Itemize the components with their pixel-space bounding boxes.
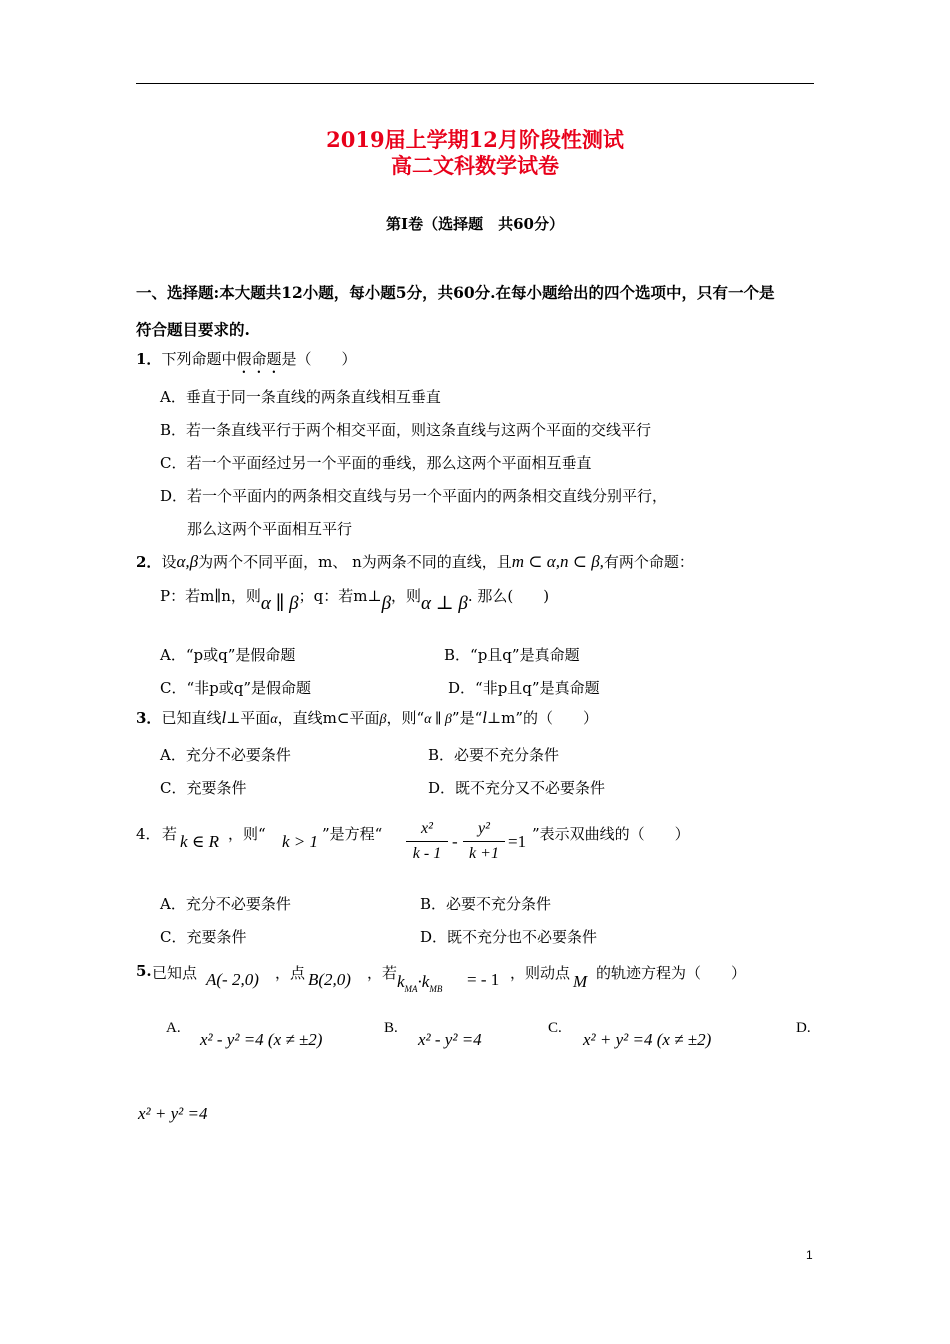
math-l: l <box>482 708 487 727</box>
stem-text: ⊥m”的（ ） <box>486 709 598 727</box>
stem-text: 有两个命题： <box>603 553 694 571</box>
question-2-stem <box>136 551 694 572</box>
question-4-text-2: ，则“ <box>228 825 266 843</box>
math-subset: m ⊂ α,n ⊂ β, <box>511 552 604 571</box>
question-4-text-1: 若 <box>162 825 178 843</box>
stem-text: ；q：若m⊥ <box>298 587 382 605</box>
fraction-denominator: k +1 <box>469 845 499 862</box>
math-slope-product <box>397 972 442 994</box>
question-5-number: 5. <box>136 962 152 980</box>
question-3-option-d: D．既不充分又不必要条件 <box>428 779 606 797</box>
question-1-option-b: B．若一条直线平行于两个相交平面，则这条直线与这两个平面的交线平行 <box>160 421 652 439</box>
question-5-text-5: 的轨迹方程为（ ） <box>596 964 747 982</box>
stem-text: ⊥平面 <box>226 709 271 727</box>
question-1-option-d: D．若一个平面内的两条相交直线与另一个平面内的两条相交直线分别平行， <box>160 487 668 505</box>
stem-text: . 那么( ) <box>467 587 550 605</box>
math-m: M <box>573 972 588 991</box>
question-1-stem <box>136 348 356 377</box>
math-dot-k: ·k <box>417 972 430 991</box>
math-l: l <box>221 708 227 727</box>
exam-title-line2: 高二文科数学试卷 <box>391 153 559 178</box>
math-parallel: α ∥ β <box>260 593 299 614</box>
stem-text: ，则“ <box>386 709 425 727</box>
math-beta: β <box>379 712 387 727</box>
math-parallel: α ∥ β <box>424 712 452 727</box>
stem-text: 下列命题中 <box>161 350 237 368</box>
question-5-text-3: ，若 <box>367 964 398 982</box>
section-instructions-line2: 符合题目要求的. <box>136 320 250 339</box>
math-point-b: B(2,0) <box>308 970 351 989</box>
question-number: 2． <box>136 553 162 571</box>
question-2-option-a: A．“p或q”是假命题 <box>160 646 296 664</box>
stem-text: ，直线m⊂平面 <box>277 709 380 727</box>
volume-heading: 第Ⅰ卷（选择题 共60分） <box>386 215 564 233</box>
question-5-option-b-equation: x² - y² =4 <box>418 1030 482 1049</box>
math-k: k <box>397 972 405 991</box>
question-2-option-c: C．“非p或q”是假命题 <box>160 679 312 697</box>
question-number: 3． <box>136 709 162 727</box>
question-4-option-a: A．充分不必要条件 <box>160 895 291 913</box>
question-1-option-d-cont: 那么这两个平面相互平行 <box>187 520 353 538</box>
math-k-in-r: k ∈ R <box>180 832 220 851</box>
question-4-text-4: ”表示双曲线的（ ） <box>532 825 690 843</box>
math-beta: β <box>381 593 392 614</box>
math-alpha: α <box>270 712 278 727</box>
stem-text: 是（ ） <box>281 350 357 368</box>
equals-one: =1 <box>508 832 527 851</box>
fraction-numerator: y² <box>478 820 490 837</box>
question-5-text-2: ，点 <box>275 964 306 982</box>
stem-text: 为两个不同平面，m、 n为两条不同的直线，且 <box>198 553 512 571</box>
question-5-option-c-label: C. <box>548 1020 562 1036</box>
fraction-y2-over-k-plus-1 <box>463 820 505 863</box>
stem-text: ”是“ <box>451 709 483 727</box>
math-equals-minus-one: = - 1 <box>467 970 500 989</box>
stem-text: P：若m∥n，则 <box>160 587 261 605</box>
stem-text: 已知直线 <box>161 709 222 727</box>
math-k-gt-1: k > 1 <box>282 832 319 851</box>
exam-title-line1: 2019届上学期12月阶段性测试 <box>326 127 624 152</box>
question-2-propositions <box>160 585 549 615</box>
question-1-option-c: C．若一个平面经过另一个平面的垂线，那么这两个平面相互垂直 <box>160 454 592 472</box>
stem-text: 设 <box>161 553 177 571</box>
minus-sign: - <box>452 832 458 851</box>
question-5-option-a-label: A. <box>166 1020 181 1036</box>
question-3-option-a: A．充分不必要条件 <box>160 746 291 764</box>
question-5-text-1: 已知点 <box>152 964 198 982</box>
question-5-text-4: ，则动点 <box>510 964 571 982</box>
question-4-option-d: D．既不充分也不必要条件 <box>420 928 598 946</box>
subscript-ma: MA <box>404 984 418 994</box>
question-4-option-b: B．必要不充分条件 <box>420 895 552 913</box>
question-number: 1． <box>136 350 162 368</box>
fraction-bar <box>463 841 505 842</box>
question-2-option-d: D．“非p且q”是真命题 <box>448 679 600 697</box>
question-2-option-b: B．“p且q”是真命题 <box>444 646 580 664</box>
question-3-stem <box>136 707 598 728</box>
fraction-numerator: x² <box>421 820 433 837</box>
question-3-option-b: B．必要不充分条件 <box>428 746 560 764</box>
fraction-denominator: k - 1 <box>412 845 442 862</box>
subscript-mb: MB <box>429 984 443 994</box>
question-4-number: 4． <box>136 825 161 843</box>
question-3-option-c: C．充要条件 <box>160 779 247 797</box>
question-5-option-a-equation: x² - y² =4 (x ≠ ±2) <box>200 1030 323 1049</box>
question-4-option-c: C．充要条件 <box>160 928 247 946</box>
question-4-text-3: ”是方程“ <box>322 825 383 843</box>
page-number: 1 <box>806 1248 813 1262</box>
question-5-option-d-label: D. <box>796 1020 811 1036</box>
fraction-bar <box>406 841 448 842</box>
question-1-option-a: A．垂直于同一条直线的两条直线相互垂直 <box>160 388 441 406</box>
question-5-option-c-equation: x² + y² =4 (x ≠ ±2) <box>583 1030 712 1049</box>
math-perp: α ⊥ β <box>421 593 468 614</box>
section-instructions-line1: 一、选择题:本大题共12小题，每小题5分，共60分.在每小题给出的四个选项中，只有一个是 <box>136 283 775 302</box>
math-alpha-beta: α,β <box>176 552 199 571</box>
fraction-x2-over-k-minus-1 <box>406 820 448 863</box>
math-point-a: A(- 2,0) <box>206 970 259 989</box>
header-rule <box>136 83 814 84</box>
question-5-option-d-equation: x² + y² =4 <box>138 1104 208 1123</box>
stem-text: ，则 <box>391 587 422 605</box>
emphasized-text: 假命题 <box>236 350 282 368</box>
question-5-option-b-label: B. <box>384 1020 398 1036</box>
